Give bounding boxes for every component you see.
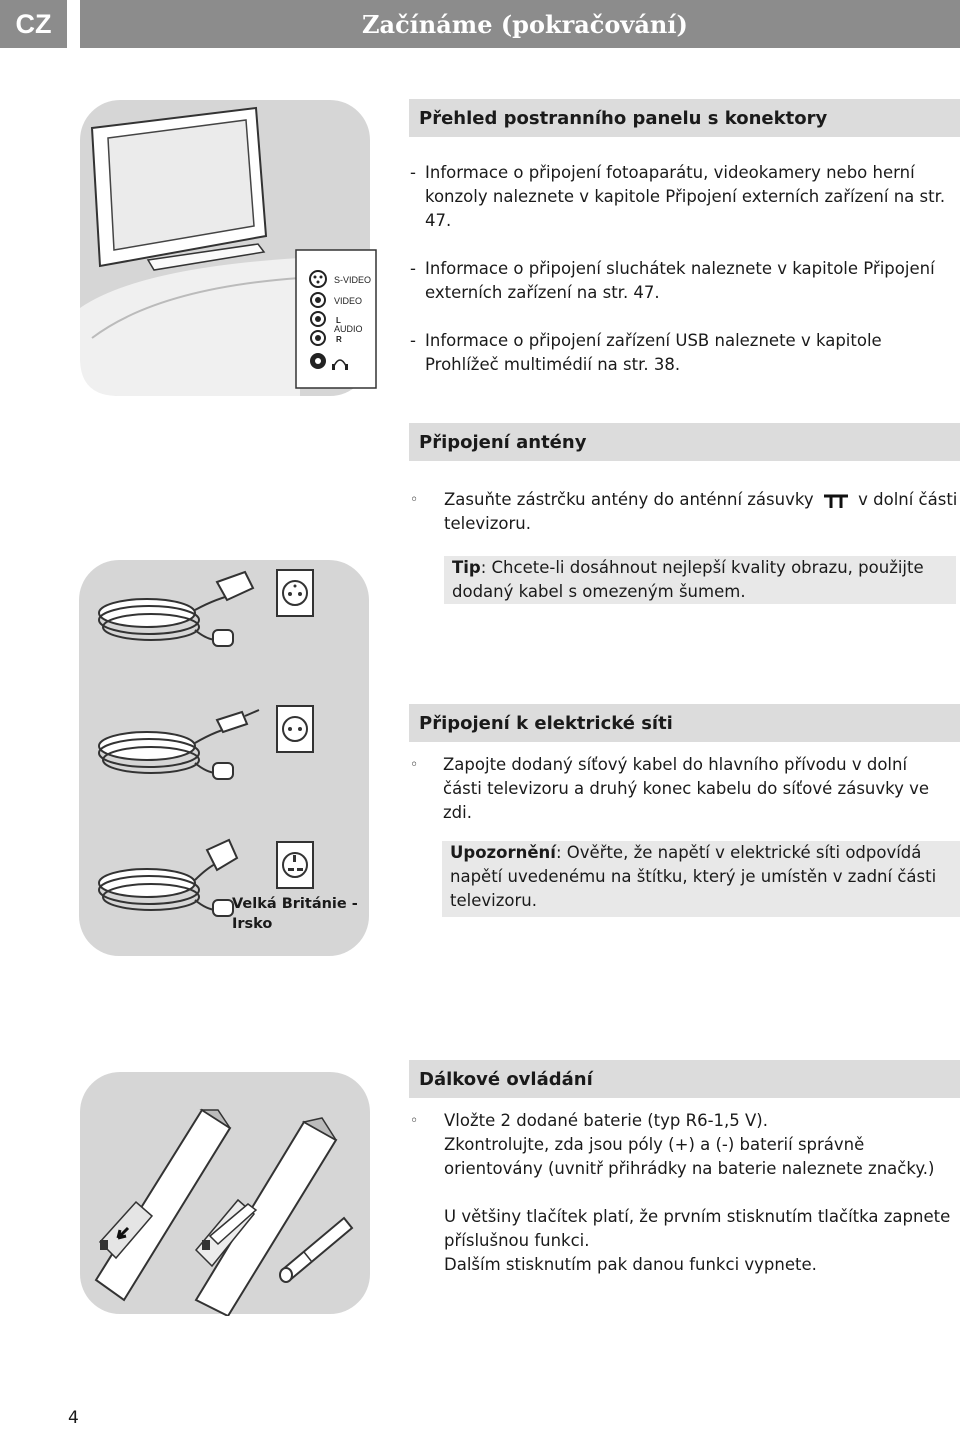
remote-heading: Dálkové ovládání [409, 1060, 960, 1098]
side-panel-item-1: - Informace o připojení fotoaparátu, videokamery nebo herní konzoly naleznete v kapitole Připojení externích zařízení na str. 47. [410, 163, 946, 230]
side-panel-heading: Přehled postranního panelu s konektory [409, 99, 960, 137]
power-heading: Připojení k elektrické síti [409, 704, 960, 742]
side-panel-item-2-text: Informace o připojení sluchátek naleznete v kapitole Připojení externích zařízení na str. 47. [425, 259, 935, 302]
remote-note [444, 1205, 956, 1277]
tv-side-panel-illustration [78, 98, 378, 398]
warning-text: : Ověřte, že napětí v elektrické síti odpovídá napětí uvedenému na štítku, který je umístěn v zadní části televizoru. [450, 843, 937, 910]
side-panel-item-1-text: Informace o připojení fotoaparátu, videokamery nebo herní konzoly naleznete v kapitole Připojení externích zařízení na str. 47. [425, 163, 946, 230]
remote-instruction [444, 1109, 956, 1181]
remote-line-1: Vložte 2 dodané baterie (typ R6-1,5 V). [444, 1111, 768, 1130]
antenna-bullet: ◦ [410, 492, 419, 508]
antenna-heading: Připojení antény [409, 423, 960, 461]
antenna-tip-box [444, 556, 956, 604]
side-panel-item-2: - Informace o připojení sluchátek naleznete v kapitole Připojení externích zařízení na str. 47. [410, 259, 935, 302]
remote-line-4: Dalším stisknutím pak danou funkci vypnete. [444, 1255, 817, 1274]
antenna-text-before: Zasuňte zástrčku antény do anténní zásuvky [444, 490, 814, 509]
video-label: VIDEO [334, 296, 363, 306]
remote-line-2: Zkontrolujte, zda jsou póly (+) a (-) baterií správně orientovány (uvnitř přihrádky na baterie naleznete značky.) [444, 1135, 935, 1178]
remote-line-3: U většiny tlačítek platí, že prvním stisknutím tlačítka zapnete příslušnou funkci. [444, 1207, 951, 1250]
antenna-instruction [444, 488, 959, 536]
page-number: 4 [68, 1408, 79, 1428]
power-instruction: Zapojte dodaný síťový kabel do hlavního přívodu v dolní části televizoru a druhý konec kabelu do síťové zásuvky ve zdi. [443, 755, 930, 822]
antenna-text-after: v dolní části televizoru. [444, 490, 958, 533]
page-title: Začínáme (pokračování) [80, 0, 960, 48]
r-label: R [336, 335, 342, 344]
power-warning-box [442, 841, 960, 917]
uk-ireland-label: Velká Británie - Irsko [232, 896, 358, 932]
audio-label: AUDIO [334, 324, 363, 334]
remote-battery-illustration [78, 1070, 374, 1316]
svideo-label: S-VIDEO [334, 275, 372, 285]
antenna-socket-icon [823, 493, 849, 509]
side-panel-item-3-text: Informace o připojení zařízení USB naleznete v kapitole Prohlížeč multimédií na str. 38. [425, 331, 882, 374]
tip-label: Tip [452, 558, 481, 577]
tip-text: : Chcete-li dosáhnout nejlepší kvality obrazu, použijte dodaný kabel s omezeným šumem. [452, 558, 924, 601]
side-panel-item-3: - Informace o připojení zařízení USB naleznete v kapitole Prohlížeč multimédií na str. 38. [410, 331, 882, 374]
remote-bullet: ◦ [410, 1113, 419, 1129]
language-tab: CZ [0, 0, 67, 48]
power-bullet: ◦ [410, 757, 419, 773]
l-label: L [336, 316, 341, 325]
warning-label: Upozornění [450, 843, 556, 862]
